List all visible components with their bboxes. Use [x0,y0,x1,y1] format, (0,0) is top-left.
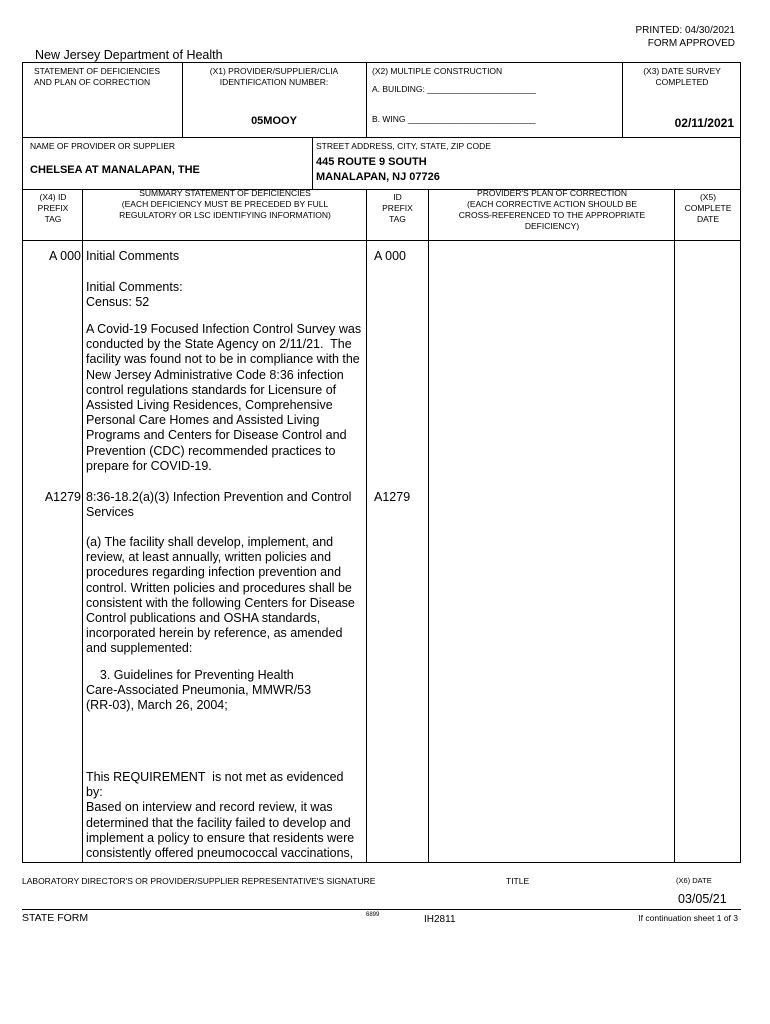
provider-name-label: NAME OF PROVIDER OR SUPPLIER [30,141,175,151]
summary-header [84,188,366,221]
text-line: consistent with the following Centers for Disease [86,595,355,610]
prefix-tag: A1279 [44,490,81,504]
entry-heading: Initial Comments [86,249,180,263]
survey-completed-date: 02/11/2021 [674,116,734,130]
text-line: 8:36-18.2(a)(3) Infection Prevention and Control [86,490,352,504]
text-line: conducted by the State Agency on 2/11/21. The [86,337,352,352]
printed-date: PRINTED: 04/30/2021 [635,25,735,36]
text-line: implement a policy to ensure that residents were [86,830,355,845]
x1-label-line: IDENTIFICATION NUMBER: [219,77,329,87]
text-line: procedures regarding infection prevention and [86,565,342,580]
text-line: control regulations standards for Licensure of [86,382,337,397]
entry-paragraph [86,322,361,474]
entry-paragraph [86,668,311,714]
x4-header [24,192,82,225]
text-line: (RR-03), March 26, 2004; [86,698,228,713]
x5-header [676,192,740,225]
text-line: Control publications and OSHA standards, [86,611,321,626]
id-prefix-tag: A1279 [374,490,411,504]
event-id: IH2811 [424,914,456,925]
x4-header-line: PREFIX [37,203,69,213]
title-label: TITLE [506,876,530,886]
entry-heading [86,490,351,520]
id-header-line: PREFIX [382,203,413,213]
id-header-line: TAG [389,214,406,224]
text-line: Services [86,505,134,520]
text-line: facility was found not to be in compliance with the [86,352,360,367]
x4-header-line: TAG [44,214,62,224]
text-line: Census: 52 [86,295,150,310]
plan-header-line: DEFICIENCY) [524,221,580,231]
entry-paragraph [86,770,354,861]
address-line-2: MANALAPAN, NJ 07726 [316,171,440,183]
summary-header-line: (EACH DEFICIENCY MUST BE PRECEDED BY FULL [121,199,329,209]
entry-paragraph [86,280,183,310]
plan-header [430,188,674,232]
plan-header-line: (EACH CORRECTIVE ACTION SHOULD BE [466,199,638,209]
plan-header-line: CROSS-REFERENCED TO THE APPROPRIATE [458,210,646,220]
text-line: prepare for COVID-19. [86,458,212,473]
x2-label: (X2) MULTIPLE CONSTRUCTION [372,66,503,76]
x5-header-line: DATE [696,214,720,224]
address-label: STREET ADDRESS, CITY, STATE, ZIP CODE [316,141,491,151]
x5-header-line: (X5) [699,192,717,202]
x3-label-line: COMPLETED [655,77,709,87]
x6-label: (X6) DATE [676,876,712,885]
text-line: review, at least annually, written policies and [86,550,332,565]
text-line: Prevention (CDC) recommended practices to [86,443,336,458]
plan-header-line: PROVIDER'S PLAN OF CORRECTION [477,188,627,198]
x3-label [624,66,740,88]
text-line: Based on interview and record review, it was [86,800,333,815]
address-line-1: 445 ROUTE 9 SOUTH [316,156,427,168]
signature-label: LABORATORY DIRECTOR'S OR PROVIDER/SUPPLIER REPRESENTATIVE'S SIGNATURE [22,876,376,886]
state-form-label: STATE FORM [22,912,89,924]
entry-paragraph [86,535,355,657]
provider-id-value: 05MOOY [251,115,297,127]
signature-date: 03/05/21 [678,892,727,906]
id-header [367,192,428,225]
statement-title-line: STATEMENT OF DEFICIENCIES [34,66,161,76]
id-prefix-tag: A 000 [374,249,406,263]
text-line: (a) The facility shall develop, implement, and [86,535,334,549]
wing-field: B. WING ___________________________ [372,114,536,124]
statement-title [34,66,160,88]
text-line: Care-Associated Pneumonia, MMWR/53 [86,683,312,698]
prefix-tag: A 000 [49,249,81,263]
continuation-note: If continuation sheet 1 of 3 [638,913,738,923]
text-line: Assisted Living Residences, Comprehensive [86,398,333,413]
text-line: Programs and Centers for Disease Control and [86,428,347,443]
agency-name: New Jersey Department of Health [35,48,223,62]
x1-label-line: (X1) PROVIDER/SUPPLIER/CLIA [209,66,339,76]
text-line: determined that the facility failed to develop and [86,815,351,830]
text-line: Personal Care Homes and Assisted Living [86,413,320,428]
text-line: This REQUIREMENT is not met as evidenced [86,770,344,784]
text-line: 3. Guidelines for Preventing Health [86,668,294,682]
x3-label-line: (X3) DATE SURVEY [643,66,721,76]
building-field: A. BUILDING: _______________________ [372,84,536,94]
id-header-line: ID [393,192,402,202]
text-line: A Covid-19 Focused Infection Control Survey was [86,322,362,336]
summary-header-line: REGULATORY OR LSC IDENTIFYING INFORMATION) [119,210,331,220]
form-status: FORM APPROVED [647,38,735,49]
summary-header-line: SUMMARY STATEMENT OF DEFICIENCIES [139,188,311,198]
text-line: by: [86,785,103,800]
x5-header-line: COMPLETE [684,203,732,213]
statement-title-line: AND PLAN OF CORRECTION [34,77,151,87]
text-line: New Jersey Administrative Code 8:36 infection [86,367,344,382]
text-line: consistently offered pneumococcal vaccinations, [86,846,354,861]
text-line: control. Written policies and procedures shall be [86,580,352,595]
x4-header-line: (X4) ID [39,192,67,202]
form-code: 6899 [366,912,380,918]
text-line: incorporated herein by reference, as amended [86,626,343,641]
provider-name: CHELSEA AT MANALAPAN, THE [30,164,200,176]
text-line: and supplemented: [86,641,193,656]
text-line: Initial Comments: [86,280,183,294]
x1-label [184,66,364,88]
